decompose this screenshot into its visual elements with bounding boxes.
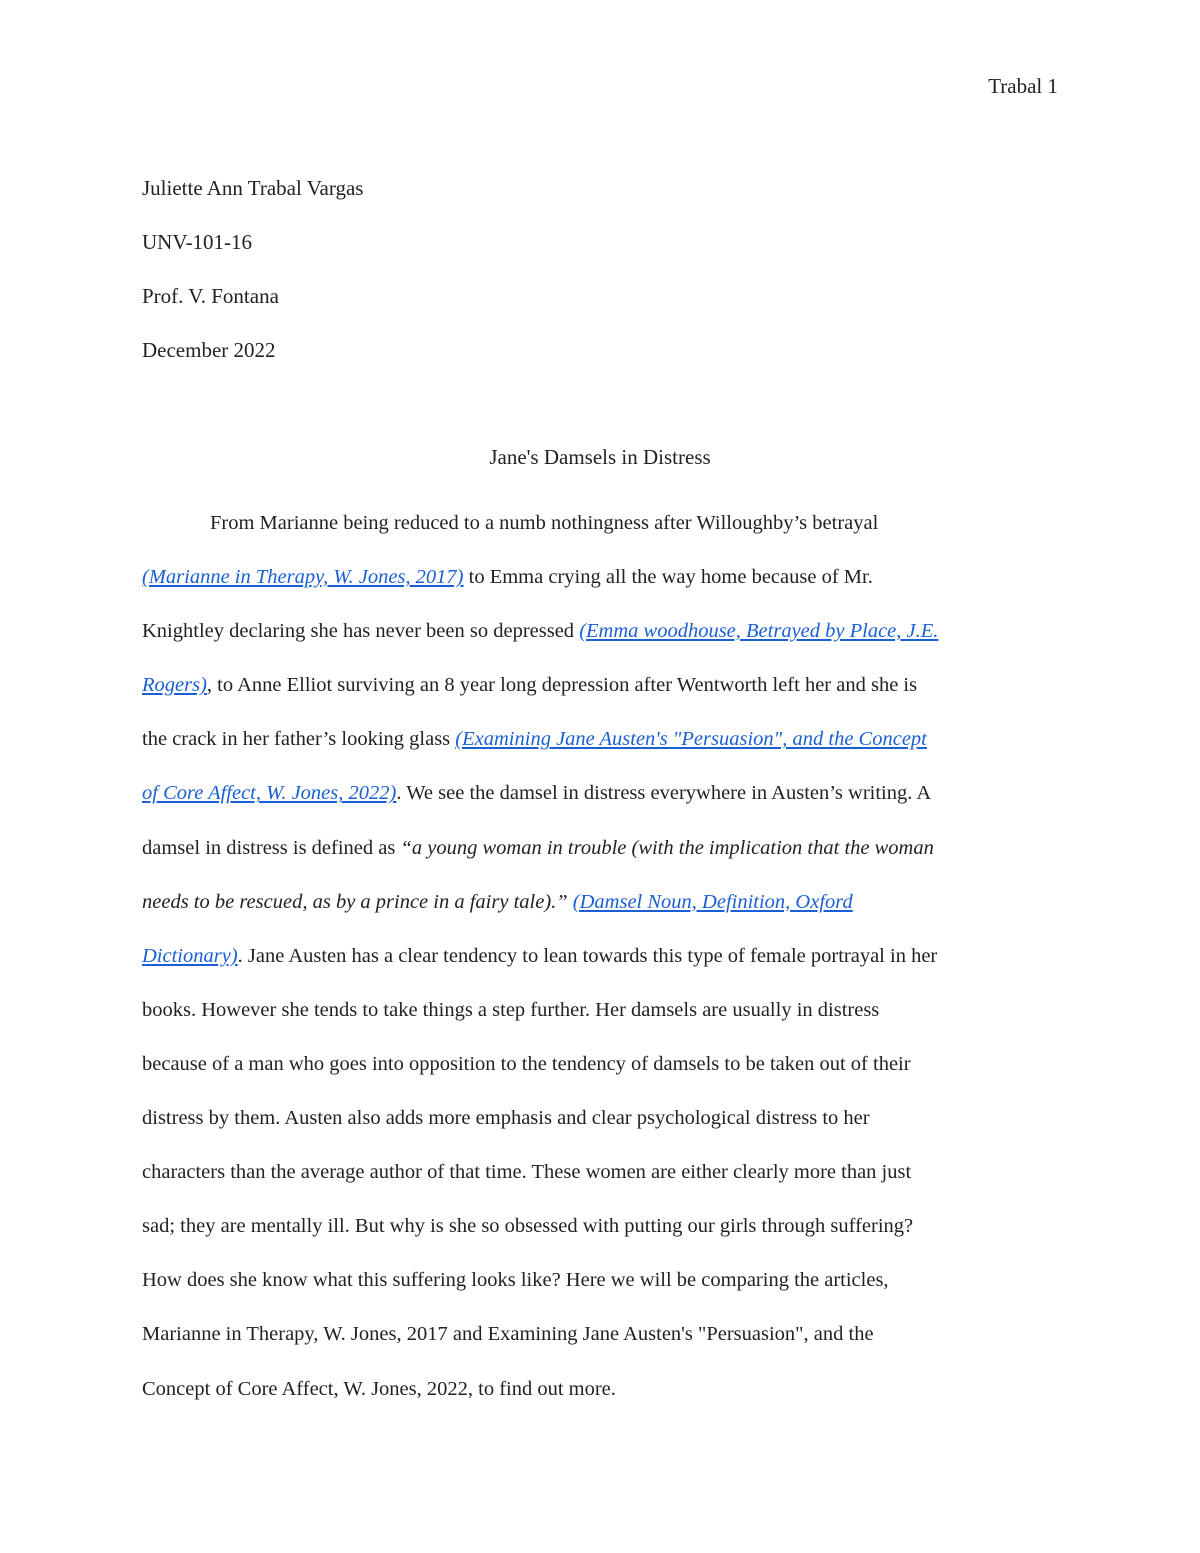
citation-link[interactable]: Rogers) [142, 674, 207, 697]
body-line [142, 929, 1058, 983]
body-line [142, 875, 1058, 929]
body-line [142, 766, 1058, 820]
course-code: UNV-101-16 [142, 230, 253, 254]
body-text-segment: the crack in her father’s looking glass [142, 728, 456, 751]
body-text-segment: , to Anne Elliot surviving an 8 year long depression after Wentworth left her and she is [206, 674, 918, 697]
body-line: because of a man who goes into opposition to the tendency of damsels to be taken out of their [142, 1052, 911, 1075]
body-line [142, 550, 1058, 604]
body-line [142, 496, 1058, 550]
body-text-segment: damsel in distress is defined as [142, 836, 401, 859]
citation-link[interactable]: of Core Affect, W. Jones, 2022) [142, 782, 397, 805]
body-text-segment: . Jane Austen has a clear tendency to lean towards this type of female portrayal in her [237, 944, 938, 967]
body-line: characters than the average author of that time. These women are either clearly more than just [142, 1161, 912, 1184]
citation-link[interactable]: (Damsel Noun, Definition, Oxford [572, 890, 853, 913]
body-text-segment: Knightley declaring she has never been so depressed [142, 620, 580, 643]
body-line [142, 821, 1058, 875]
body-text-segment: . We see the damsel in distress everywhere in Austen’s writing. A [396, 782, 932, 805]
body-line: Marianne in Therapy, W. Jones, 2017 and Examining Jane Austen's "Persuasion", and the [142, 1323, 874, 1346]
body-line: distress by them. Austen also adds more emphasis and clear psychological distress to her [142, 1107, 870, 1130]
citation-link[interactable]: (Emma woodhouse, Betrayed by Place, J.E. [579, 620, 939, 643]
body-line: Concept of Core Affect, W. Jones, 2022, to find out more. [142, 1377, 616, 1400]
body-line: books. However she tends to take things a step further. Her damsels are usually in distress [142, 998, 880, 1021]
professor-name: Prof. V. Fontana [142, 284, 279, 308]
mla-heading [142, 173, 363, 389]
running-head: Trabal 1 [988, 74, 1058, 98]
essay-title: Jane's Damsels in Distress [489, 445, 711, 469]
definition-quote: “a young woman in trouble (with the implication that the woman [400, 836, 934, 859]
body-line: How does she know what this suffering looks like? Here we will be comparing the articles, [142, 1269, 889, 1292]
author-name: Juliette Ann Trabal Vargas [142, 176, 364, 200]
body-line [142, 658, 1058, 712]
citation-link[interactable]: Dictionary) [142, 944, 238, 967]
citation-link[interactable]: (Marianne in Therapy, W. Jones, 2017) [142, 566, 464, 589]
body-line [142, 604, 1058, 658]
essay-body [142, 496, 1058, 1416]
definition-quote: needs to be rescued, as by a prince in a fairy tale).” [142, 890, 568, 913]
body-text-segment: From Marianne being reduced to a numb nothingness after Willoughby’s betrayal [210, 512, 879, 534]
essay-date: December 2022 [142, 338, 276, 362]
citation-link[interactable]: (Examining Jane Austen's "Persuasion", and the Concept [455, 728, 927, 751]
body-line [142, 712, 1058, 766]
body-text-segment: to Emma crying all the way home because of Mr. [463, 566, 873, 589]
body-line: sad; they are mentally ill. But why is she so obsessed with putting our girls through suffering? [142, 1215, 914, 1238]
